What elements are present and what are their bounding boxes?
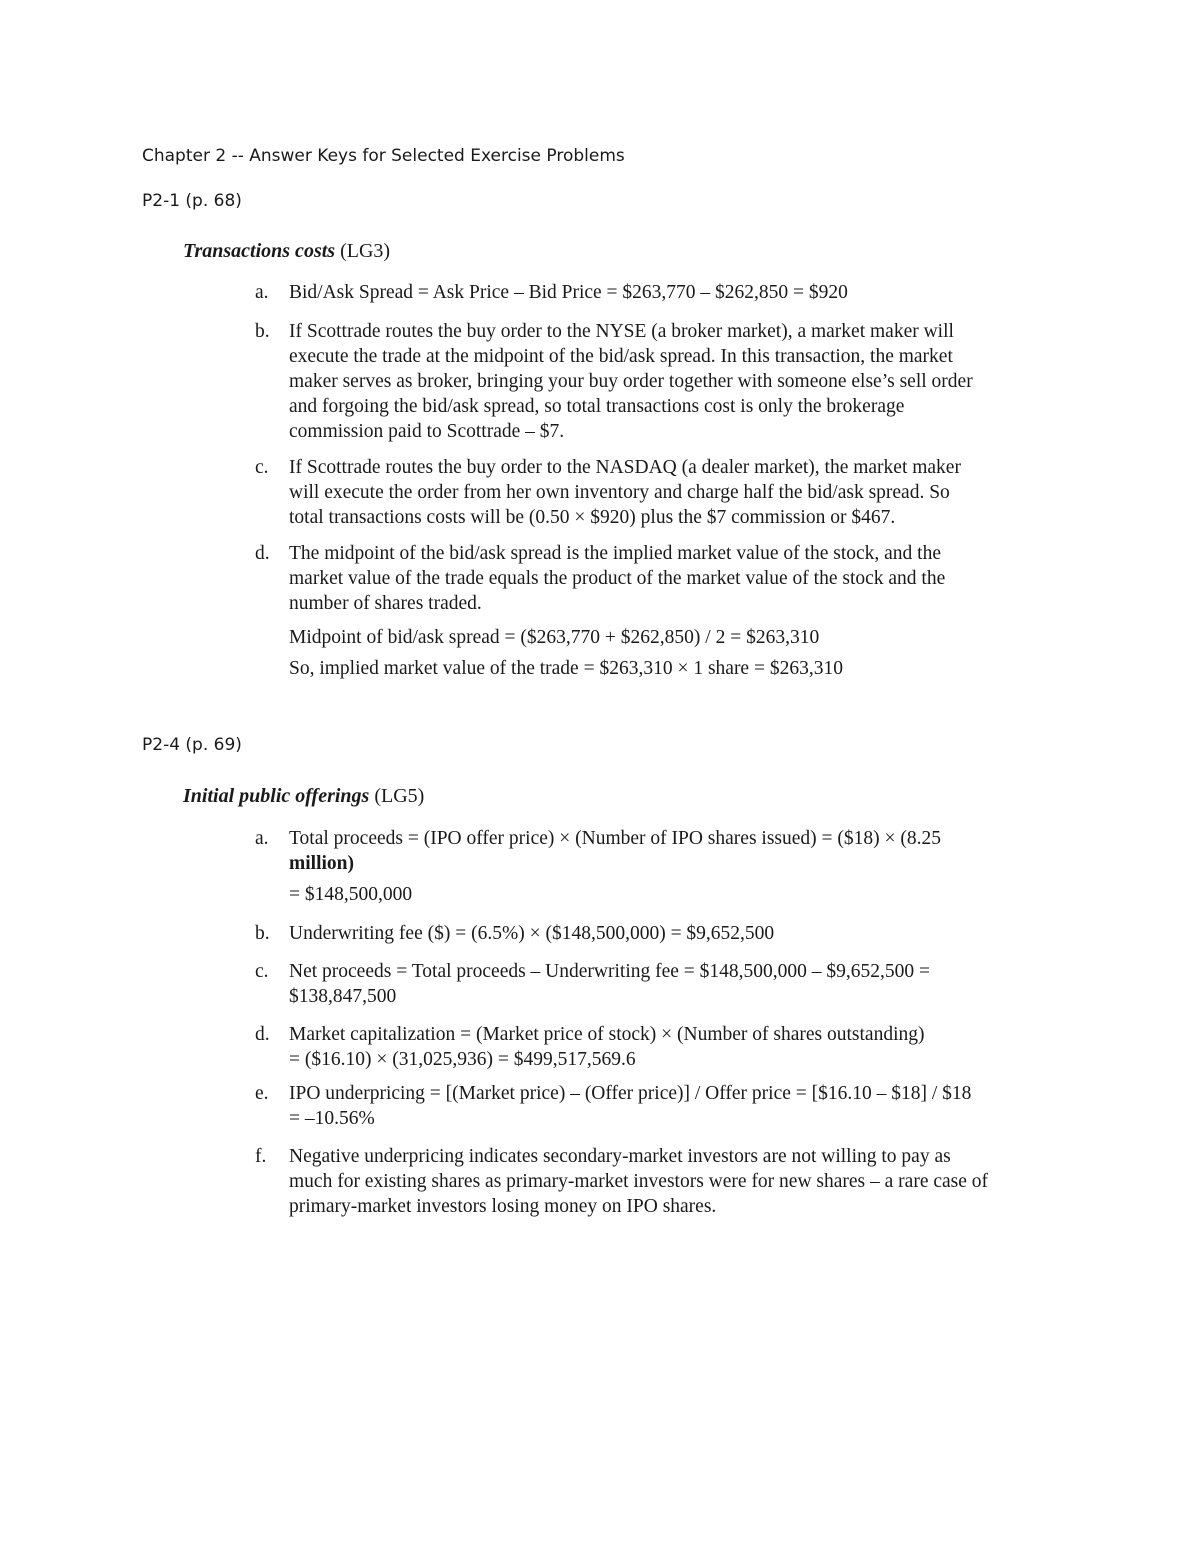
item-line: $138,847,500 xyxy=(289,986,397,1007)
market-value-equation: So, implied market value of the trade = $263,310 × 1 share = $263,310 xyxy=(289,658,843,679)
learning-goal: (LG3) xyxy=(340,240,391,262)
item-line: = $148,500,000 xyxy=(289,884,413,905)
item-line: IPO underpricing = [(Market price) – (Offer price)] / Offer price = [$16.10 – $18] / $18 xyxy=(289,1083,972,1104)
answer-item-d xyxy=(255,1022,1065,1072)
document-title: Chapter 2 -- Answer Keys for Selected Exercise Problems xyxy=(142,146,625,166)
item-line: total transactions costs will be (0.50 × $920) plus the $7 commission or $467. xyxy=(289,507,896,528)
item-line: commission paid to Scottrade – $7. xyxy=(289,421,565,442)
item-line: maker serves as broker, bringing your buy order together with someone else’s sell order xyxy=(289,371,973,392)
item-marker: b. xyxy=(255,923,270,944)
item-line: Total proceeds = (IPO offer price) × (Number of IPO shares issued) = ($18) × (8.25 xyxy=(289,828,942,849)
item-marker: c. xyxy=(255,457,269,478)
item-line: Bid/Ask Spread = Ask Price – Bid Price = $263,770 – $262,850 = $920 xyxy=(289,282,848,303)
answer-item-c xyxy=(255,455,1065,530)
learning-goal: (LG5) xyxy=(374,785,425,807)
item-line: The midpoint of the bid/ask spread is the implied market value of the stock, and the xyxy=(289,543,942,564)
item-line: million) xyxy=(289,853,355,874)
answer-item-d xyxy=(255,541,1065,616)
item-line: Negative underpricing indicates secondary-market investors are not willing to pay as xyxy=(289,1146,951,1167)
section-title-initial-public-offerings xyxy=(183,785,424,808)
item-line: Market capitalization = (Market price of stock) × (Number of shares outstanding) xyxy=(289,1024,925,1045)
item-line: Net proceeds = Total proceeds – Underwriting fee = $148,500,000 – $9,652,500 = xyxy=(289,961,931,982)
item-marker: e. xyxy=(255,1083,269,1104)
item-marker: d. xyxy=(255,543,270,564)
item-line: Underwriting fee ($) = (6.5%) × ($148,500,000) = $9,652,500 xyxy=(289,923,775,944)
answer-item-c xyxy=(255,959,1065,1009)
item-line: and forgoing the bid/ask spread, so total transactions cost is only the brokerage xyxy=(289,396,905,417)
answer-item-a xyxy=(255,826,1065,907)
answer-item-a xyxy=(255,280,1065,305)
item-line: = ($16.10) × (31,025,936) = $499,517,569.6 xyxy=(289,1049,636,1070)
item-line: execute the trade at the midpoint of the bid/ask spread. In this transaction, the market xyxy=(289,346,953,367)
item-line: = –10.56% xyxy=(289,1108,375,1129)
item-line: primary-market investors losing money on IPO shares. xyxy=(289,1196,717,1217)
item-marker: d. xyxy=(255,1024,270,1045)
item-line: If Scottrade routes the buy order to the NASDAQ (a dealer market), the market maker xyxy=(289,457,961,478)
section-topic: Transactions costs xyxy=(183,240,336,262)
item-marker: b. xyxy=(255,321,270,342)
problem-heading-p2-4: P2-4 (p. 69) xyxy=(142,735,242,755)
item-line: much for existing shares as primary-market investors were for new shares – a rare case of xyxy=(289,1171,989,1192)
item-line: will execute the order from her own inventory and charge half the bid/ask spread. So xyxy=(289,482,950,503)
answer-item-f xyxy=(255,1144,1065,1219)
problem-heading-p2-1: P2-1 (p. 68) xyxy=(142,191,242,211)
answer-item-e xyxy=(255,1081,1065,1131)
item-marker: c. xyxy=(255,961,269,982)
answer-item-b xyxy=(255,319,1065,444)
section-title-transactions-costs xyxy=(183,240,390,263)
midpoint-equation: Midpoint of bid/ask spread = ($263,770 + $262,850) / 2 = $263,310 xyxy=(289,627,820,648)
item-line: market value of the trade equals the product of the market value of the stock and the xyxy=(289,568,946,589)
answer-item-b xyxy=(255,921,1065,946)
item-line: If Scottrade routes the buy order to the NYSE (a broker market), a market maker will xyxy=(289,321,954,342)
item-line: number of shares traded. xyxy=(289,593,482,614)
item-marker: a. xyxy=(255,282,269,303)
item-marker: f. xyxy=(255,1146,267,1167)
item-marker: a. xyxy=(255,828,269,849)
section-topic: Initial public offerings xyxy=(183,785,370,807)
